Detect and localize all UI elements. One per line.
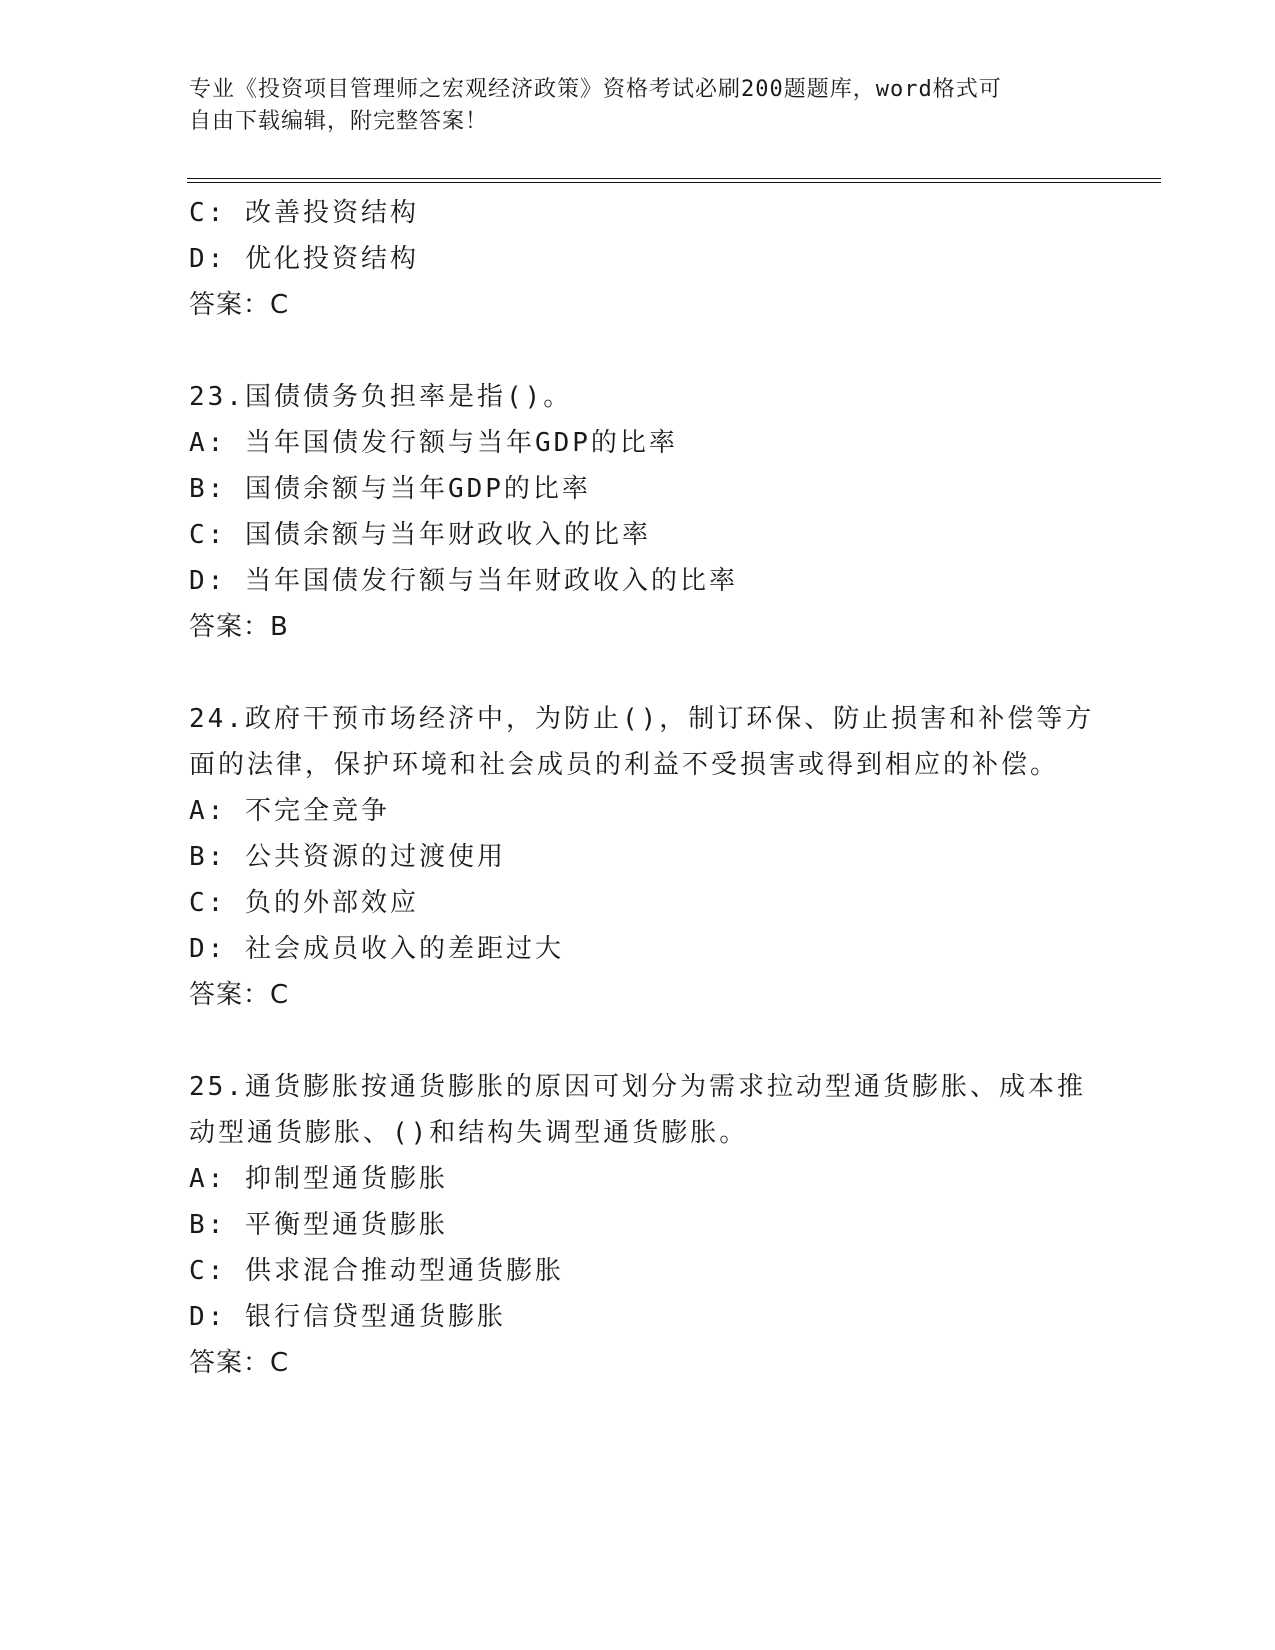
document-header — [189, 74, 1089, 138]
option-d: D: 优化投资结构 — [189, 244, 419, 274]
option-c: C: 供求混合推动型通货膨胀 — [189, 1256, 564, 1286]
header-rule-bottom — [187, 182, 1161, 183]
option-a: A: 当年国债发行额与当年GDP的比率 — [189, 428, 678, 458]
option-c: C: 负的外部效应 — [189, 888, 419, 918]
option-d: D: 社会成员收入的差距过大 — [189, 934, 564, 964]
question-text-line-1: 25.通货膨胀按通货膨胀的原因可划分为需求拉动型通货膨胀、成本推 — [189, 1072, 1086, 1102]
option-b: B: 国债余额与当年GDP的比率 — [189, 474, 591, 504]
question-text-line-1: 24.政府干预市场经济中，为防止()，制订环保、防止损害和补偿等方 — [189, 704, 1095, 734]
option-b: B: 公共资源的过渡使用 — [189, 842, 506, 872]
header-rule-top — [187, 178, 1161, 179]
question-text-line-2: 面的法律，保护环境和社会成员的利益不受损害或得到相应的补偿。 — [189, 750, 1060, 780]
answer: 答案：B — [189, 612, 289, 642]
answer: 答案：C — [189, 980, 290, 1010]
document-body — [189, 190, 1095, 1386]
option-a: A: 不完全竞争 — [189, 796, 390, 826]
answer: 答案：C — [189, 1348, 290, 1378]
question-25 — [189, 1064, 1089, 1386]
option-d: D: 当年国债发行额与当年财政收入的比率 — [189, 566, 738, 596]
question-text: 23.国债债务负担率是指()。 — [189, 382, 573, 412]
option-b: B: 平衡型通货膨胀 — [189, 1210, 448, 1240]
header-line-2: 自由下载编辑，附完整答案！ — [189, 109, 489, 134]
question-24 — [189, 696, 1095, 1018]
answer: 答案：C — [189, 290, 290, 320]
option-c: C: 国债余额与当年财政收入的比率 — [189, 520, 651, 550]
question-23 — [189, 374, 1089, 650]
option-d: D: 银行信贷型通货膨胀 — [189, 1302, 506, 1332]
question-22-tail — [189, 190, 1089, 328]
header-line-1: 专业《投资项目管理师之宏观经济政策》资格考试必刷200题题库，word格式可 — [189, 77, 1002, 102]
option-c: C: 改善投资结构 — [189, 198, 419, 228]
question-text-line-2: 动型通货膨胀、()和结构失调型通货膨胀。 — [189, 1118, 749, 1148]
option-a: A: 抑制型通货膨胀 — [189, 1164, 448, 1194]
